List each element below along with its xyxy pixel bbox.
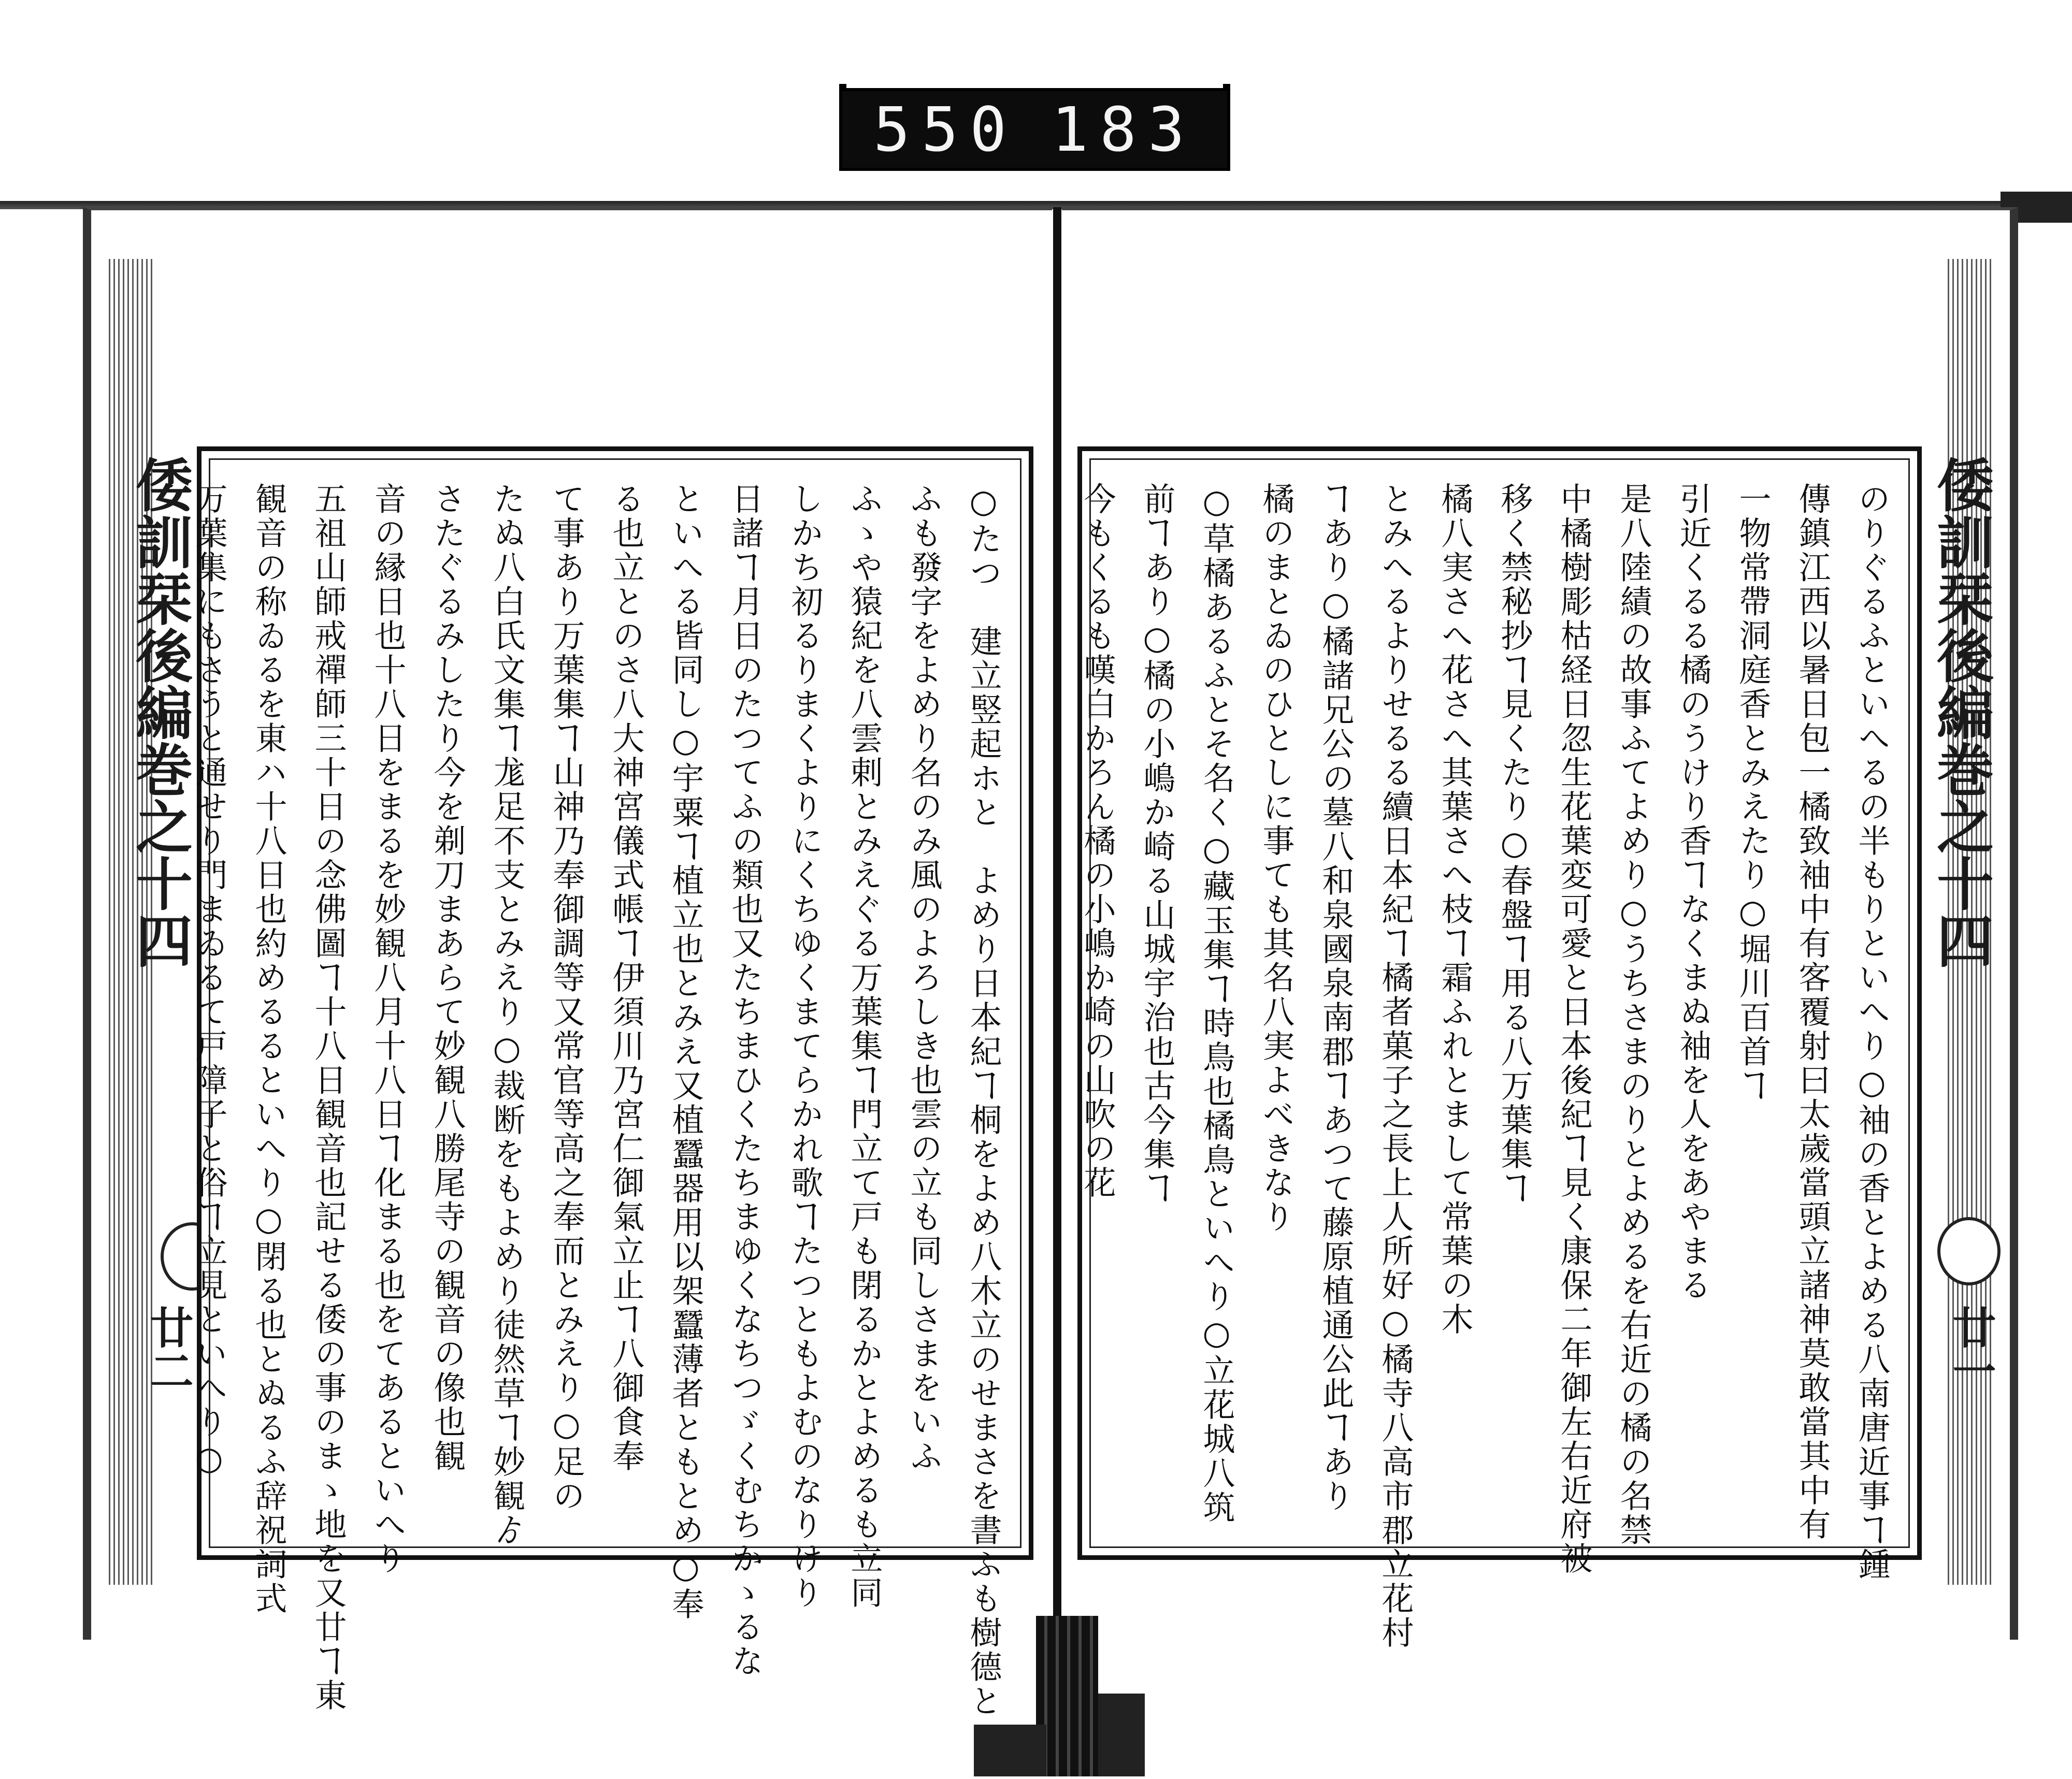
book-spine [1053,207,1061,1637]
text-column: 日諸ヿ月日のたつてふの類也又たちまひくたちまゆくなちつゞくむちかゝるな [726,482,764,1679]
text-column: 傳鎮江西以暑日包一橘致袖中有客覆射曰太歲當頭立諸神莫敢當其中有 [1793,482,1831,1542]
text-column: 今もくるも嘆白かろん橘の小嶋か崎の山吹の花 [1078,482,1116,1200]
text-column: といへる皆同し○宇粟ヿ植立也とみえ又植蠶器用以架蠶薄者ともとめ○奉 [667,482,704,1622]
text-column: 万葉集にもさうと通せり門まゐるて戸障子と俗ヿ立見といへり○ [190,482,228,1479]
text-column: ふゝや猿紀を八雲剌とみえぐる万葉集ヿ門立て戸も閉るかとよめるも立同 [845,482,883,1610]
text-column: ヿあり○橘諸兄公の墓八和泉國泉南郡ヿあつて藤原植通公此ヿあり [1317,482,1355,1513]
right-folio-number: 廿一 [1946,1305,1997,1392]
text-column: とみへるよりせるる續日本紀ヿ橘者菓子之長上人所好○橘寺八高市郡立花村 [1376,482,1414,1650]
text-column: たぬ八白氏文集ヿ尨足不支とみえり○裁断をもよめり徒然草ヿ妙観ゟ [488,482,526,1547]
right-fish-tail-mark [1937,1217,2001,1285]
right-margin-title: 倭訓栞後編巻之十四 [1927,456,1994,968]
text-column: のりぐるふといへるの半もりといへり○袖の香とよめる八南唐近事ヿ鍾 [1853,482,1891,1582]
text-column: 音の縁日也十八日をまるを妙観八月十八日ヿ化まる也をてあるといへり [369,482,407,1576]
spine-shadow [1098,1694,1145,1776]
text-column: 一物常帶洞庭香とみえたり○堀川百首ヿ [1734,482,1772,1103]
text-column: 移く禁秘抄ヿ見くたり○春盤ヿ用る八万葉集ヿ [1495,482,1533,1206]
call-number-left: 550 [873,94,1018,165]
text-column: 引近くるる橘のうけり香ヿなくまぬ袖を人をあやまる [1674,482,1712,1303]
text-column: 中橘樹彫枯経日忽生花葉変可愛と日本後紀ヿ見く康保二年御左右近府被 [1555,482,1593,1576]
text-column: 是八陸績の故事ふてよめり○うちさまのりとよめるを右近の橘の名禁 [1615,482,1652,1547]
text-column: さたぐるみしたり今を剃刀まあらて妙観八勝尾寺の観音の像也観 [428,482,466,1473]
text-column: て事あり万葉集ヿ山神乃奉御調等又常官等高之奉而とみえり○足の [548,482,585,1513]
right-text-panel [1077,446,1922,1650]
text-column: る也立とのさ八大神宮儀式帳ヿ伊須川乃宮仁御氣立止ヿ八御食奉 [607,482,645,1473]
left-margin-title: 倭訓栞後編巻之十四 [126,456,193,968]
text-column: しかち初るりまくよりにくちゆくまてらかれ歌ヿたつともよむのなりけり [786,482,824,1610]
call-number-label [839,88,1230,171]
left-folio-number: 廿二 [143,1305,194,1392]
text-column: 前ヿあり○橘の小嶋か崎る山城宇治也古今集ヿ [1138,482,1176,1206]
right-text-block [1078,482,1902,1650]
left-text-panel [190,446,1033,1718]
text-column: ○たつ 建立竪起ホと よめり日本紀ヿ桐をよめ八木立のせまさを書ふも樹德と [965,482,1002,1718]
spine-shadow [974,1725,1046,1776]
text-column: 観音の称ゐるを東ハ十八日也約めるるといへり○閉る也とぬるふ辞祝詞式 [250,482,287,1616]
text-column: 橘のまとゐのひとしに事ても其名八実よべきなり [1257,482,1295,1234]
call-number-right: 183 [1051,94,1196,165]
text-column: 五祖山師戒禪師三十日の念佛圖ヿ十八日観音也記せる倭の事のまゝ地を又廿ヿ東 [309,482,347,1713]
text-column: ふも發字をよめり名のみ風のよろしき也雲の立も同しさまをいふ [905,482,943,1473]
text-column: 橘八実さへ花さへ其葉さへ枝ヿ霜ふれとまして常葉の木 [1436,482,1474,1337]
text-column: ○草橘あるふとそ名く○藏玉集ヿ時鳥也橘鳥といへり○立花城八筑 [1198,482,1235,1525]
left-text-block [190,482,1013,1718]
